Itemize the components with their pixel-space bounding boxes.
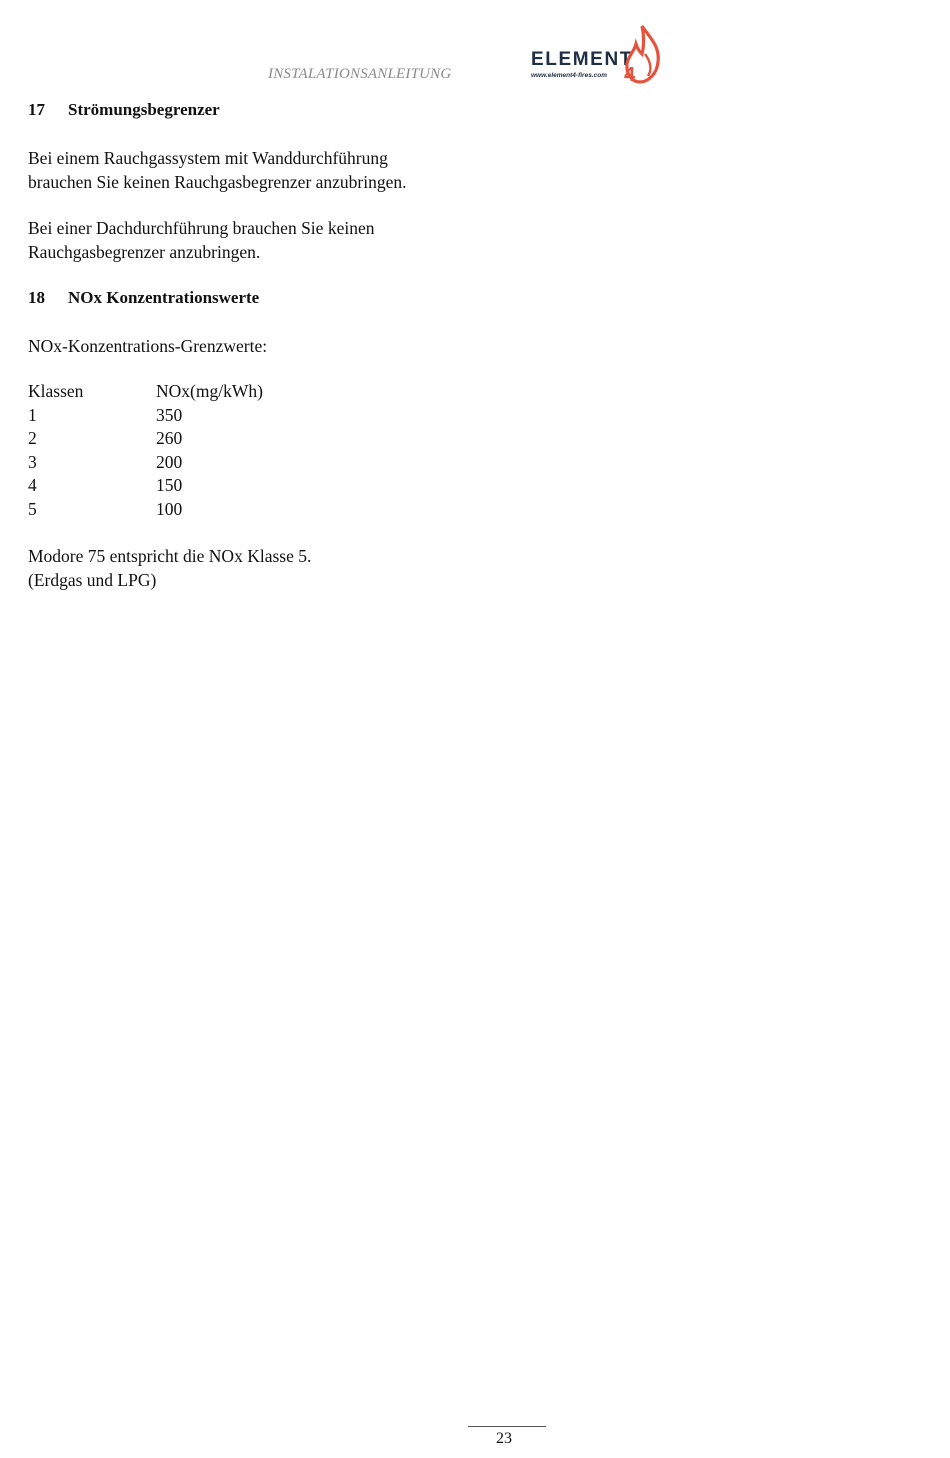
logo-wordmark: ELEMENT bbox=[531, 49, 633, 70]
section-18-heading bbox=[28, 288, 259, 308]
table-row bbox=[28, 474, 263, 498]
section-18-conclusion bbox=[28, 544, 498, 592]
section-18-title: NOx Konzentrationswerte bbox=[68, 288, 260, 307]
section-17-heading bbox=[28, 100, 220, 120]
table-cell: 5 bbox=[28, 498, 37, 519]
table-cell: 100 bbox=[156, 498, 183, 519]
table-cell: 1 bbox=[28, 404, 37, 425]
text-line: Rauchgasbegrenzer anzubringen. bbox=[28, 242, 261, 262]
table-cell: 200 bbox=[156, 451, 183, 472]
section-18-intro: NOx-Konzentrations-Grenzwerte: bbox=[28, 336, 268, 356]
section-18-number: 18 bbox=[28, 288, 45, 307]
section-17-paragraph-1 bbox=[28, 146, 498, 194]
text-line: Bei einem Rauchgassystem mit Wanddurchführung bbox=[28, 148, 388, 168]
text-line: Bei einer Dachdurchführung brauchen Sie keinen bbox=[28, 218, 375, 238]
logo-url: www.element4-fires.com bbox=[531, 72, 607, 79]
element4-logo bbox=[528, 24, 668, 86]
footer-rule bbox=[468, 1426, 546, 1427]
header-title: INSTALATIONSANLEITUNG bbox=[268, 66, 452, 82]
section-17-number: 17 bbox=[28, 100, 45, 119]
table-header-cell: NOx(mg/kWh) bbox=[156, 381, 263, 401]
logo-numeral: 4 bbox=[624, 64, 636, 84]
table-row bbox=[28, 427, 263, 451]
table-row bbox=[28, 498, 263, 522]
table-row bbox=[28, 404, 263, 428]
section-17-paragraph-2 bbox=[28, 216, 498, 264]
table-row bbox=[28, 451, 263, 475]
table-cell: 350 bbox=[156, 404, 183, 425]
flame-icon bbox=[620, 24, 664, 84]
table-cell: 3 bbox=[28, 451, 37, 472]
text-line: brauchen Sie keinen Rauchgasbegrenzer anzubringen. bbox=[28, 172, 407, 192]
table-cell: 2 bbox=[28, 428, 37, 448]
text-line: (Erdgas und LPG) bbox=[28, 570, 157, 590]
table-header-cell: Klassen bbox=[28, 381, 84, 401]
nox-class-table bbox=[28, 380, 263, 521]
table-cell: 260 bbox=[156, 428, 183, 448]
text-line: Modore 75 entspricht die NOx Klasse 5. bbox=[28, 546, 312, 566]
page-number: 23 bbox=[496, 1430, 512, 1447]
table-header-row bbox=[28, 380, 263, 404]
table-cell: 150 bbox=[156, 475, 183, 495]
section-17-title: Strömungsbegrenzer bbox=[68, 100, 220, 119]
table-cell: 4 bbox=[28, 475, 37, 495]
